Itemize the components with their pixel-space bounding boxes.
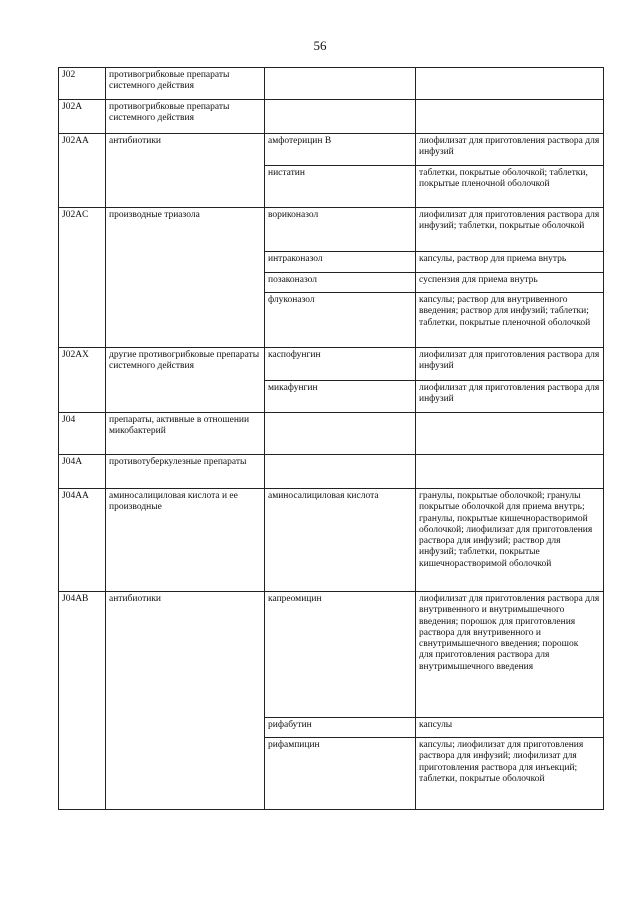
atc-code-cell: J02 — [59, 68, 106, 100]
drug-cell: интраконазол — [265, 252, 416, 273]
drug-cell: вориконазол — [265, 208, 416, 252]
drug-cell: каспофунгин — [265, 348, 416, 381]
atc-code-cell: J02AX — [59, 348, 106, 413]
atc-code-cell: J04 — [59, 413, 106, 455]
forms-cell: таблетки, покрытые оболочкой; таблетки, покрытые пленочной оболочкой — [416, 166, 604, 208]
drug-cell: нистатин — [265, 166, 416, 208]
drug-cell — [265, 455, 416, 489]
drug-cell: микафунгин — [265, 381, 416, 413]
group-cell: антибиотики — [106, 592, 265, 810]
page-number: 56 — [313, 38, 327, 53]
drug-cell: флуконазол — [265, 293, 416, 348]
forms-text: лиофилизат для приготовления раствора для внутривенного и внутримышечного введения; порошок для приготовления раствора для внутривенного и свнутримышечного введения; порошок — [419, 594, 600, 650]
table-row — [59, 100, 604, 134]
forms-cell — [416, 455, 604, 489]
group-cell: антибиотики — [106, 134, 265, 208]
forms-cell: капсулы — [416, 718, 604, 738]
table-row — [59, 134, 604, 166]
forms-cell: лиофилизат для приготовления раствора для инфузий — [416, 381, 604, 413]
atc-code-cell: J04AB — [59, 592, 106, 810]
drug-cell — [265, 413, 416, 455]
forms-cell: гранулы, покрытые оболочкой; гранулы покрытые оболочкой для приема внутрь; гранулы, покрытые кишечнорастворимой оболочкой; лиофилизат для приготовления раствора для инфузий; раствор для инфузий; таблетки, покрытые кишечнорастворимой оболочкой — [416, 489, 604, 592]
forms-text-continued: для приготовления раствора для внутримышечного введения — [419, 650, 550, 672]
table-row — [59, 413, 604, 455]
forms-cell — [416, 413, 604, 455]
group-cell: препараты, активные в отношении микобактерий — [106, 413, 265, 455]
table-row — [59, 489, 604, 592]
drug-cell — [265, 100, 416, 134]
forms-cell — [416, 68, 604, 100]
group-cell: производные триазола — [106, 208, 265, 348]
table-row — [59, 208, 604, 252]
table-row — [59, 348, 604, 381]
group-cell: противогрибковые препараты системного действия — [106, 100, 265, 134]
drug-cell: рифампицин — [265, 738, 416, 810]
drug-cell: рифабутин — [265, 718, 416, 738]
table-row — [59, 68, 604, 100]
forms-cell: лиофилизат для приготовления раствора для инфузий — [416, 348, 604, 381]
atc-code-cell: J02AC — [59, 208, 106, 348]
drug-cell: позаконазол — [265, 273, 416, 293]
drug-cell: капреомицин — [265, 592, 416, 718]
drug-cell — [265, 68, 416, 100]
forms-cell: суспензия для приема внутрь — [416, 273, 604, 293]
atc-code-cell: J04AA — [59, 489, 106, 592]
atc-code-cell: J04A — [59, 455, 106, 489]
table-row — [59, 592, 604, 718]
group-cell: другие противогрибковые препараты системного действия — [106, 348, 265, 413]
forms-cell: капсулы; лиофилизат для приготовления раствора для инфузий; лиофилизат для приготовления раствора для инъекций; таблетки, покрытые оболочкой — [416, 738, 604, 810]
forms-cell: лиофилизат для приготовления раствора для инфузий — [416, 134, 604, 166]
drug-table — [58, 67, 604, 810]
forms-cell: капсулы, раствор для приема внутрь — [416, 252, 604, 273]
forms-cell: капсулы; раствор для внутривенного введения; раствор для инфузий; таблетки; таблетки, покрытые пленочной оболочкой — [416, 293, 604, 348]
group-cell: противотуберкулезные препараты — [106, 455, 265, 489]
group-cell: противогрибковые препараты системного действия — [106, 68, 265, 100]
forms-cell: лиофилизат для приготовления раствора для инфузий; таблетки, покрытые оболочкой — [416, 208, 604, 252]
forms-cell — [416, 100, 604, 134]
atc-code-cell: J02A — [59, 100, 106, 134]
table-row — [59, 455, 604, 489]
atc-code-cell: J02AA — [59, 134, 106, 208]
drug-cell: аминосалициловая кислота — [265, 489, 416, 592]
group-cell: аминосалициловая кислота и ее производные — [106, 489, 265, 592]
forms-cell — [416, 592, 604, 718]
drug-cell: амфотерицин В — [265, 134, 416, 166]
